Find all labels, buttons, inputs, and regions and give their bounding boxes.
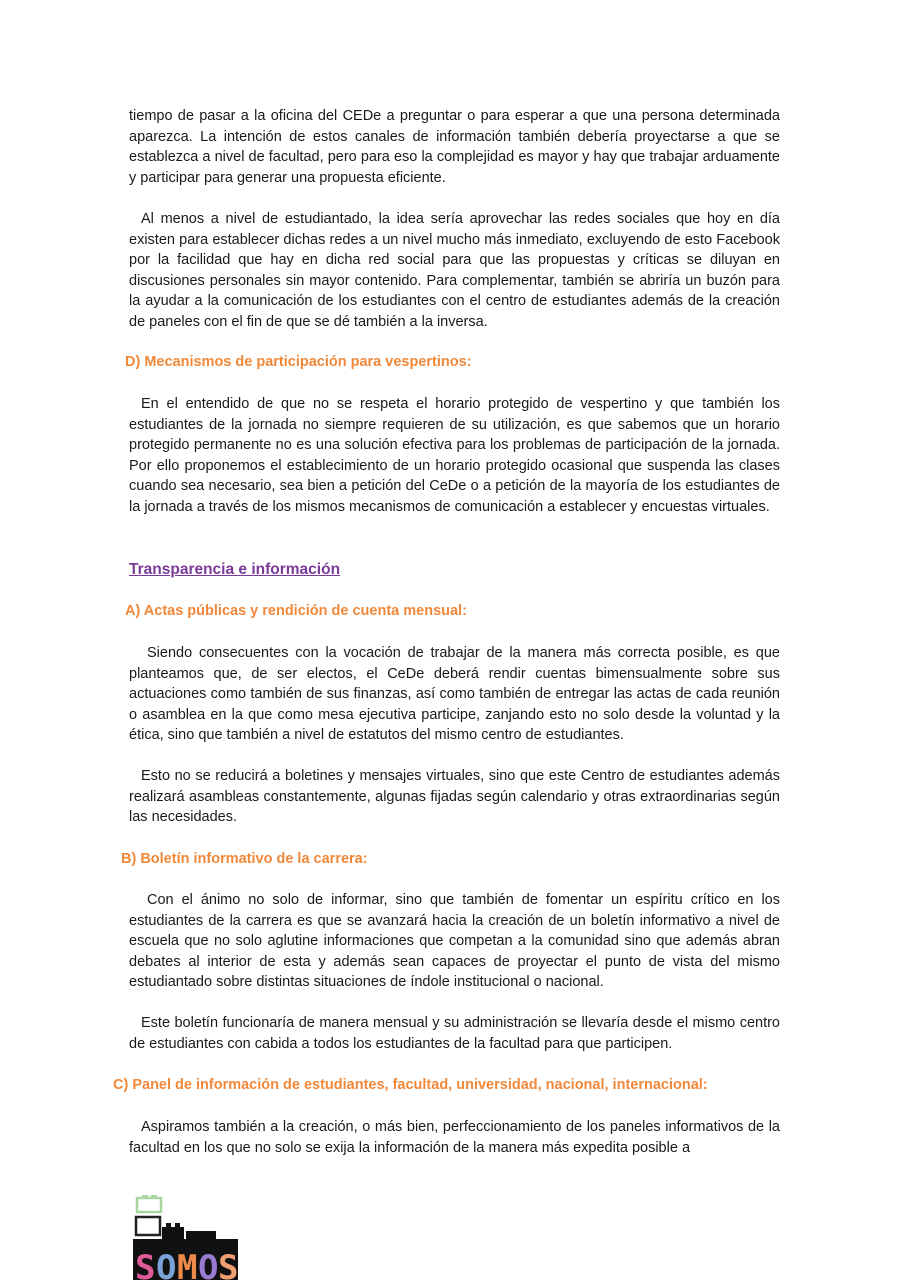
heading-actas-publicas: A) Actas públicas y rendición de cuenta mensual: [125,603,467,619]
paragraph-asambleas: Esto no se reducirá a boletines y mensajes virtuales, sino que este Centro de estudiantes además realizará asambleas constantemente, algunas fijadas según calendario y otras extraordinarias según las necesidades. [129,768,780,826]
svg-text:O: O [198,1248,219,1280]
section-title-transparencia: Transparencia e información [129,561,341,578]
svg-text:O: O [156,1248,177,1280]
paragraph-canales-informacion: tiempo de pasar a la oficina del CEDe a preguntar o para esperar a que una persona determinada aparezca. La intención de estos canales de información también debería proyectarse a que se establezca a nivel de facultad, pero para eso la complejidad es mayor y hay que trabajar arduamente y participar para generar una propuesta eficiente. [129,108,780,186]
svg-text:M: M [177,1248,198,1280]
heading-boletin: B) Boletín informativo de la carrera: [121,851,368,867]
svg-text:S: S [218,1248,239,1280]
paragraph-redes-sociales: Al menos a nivel de estudiantado, la idea sería aprovechar las redes sociales que hoy en día existen para establecer dichas redes a un nivel mucho más inmediato, excluyendo de esto Facebook por la facilidad que hay en dicha red social para que las propuestas y críticas se diluyan en discusiones personales sin mayor contenido. Para complementar, también se abriría un buzón para la ayudar a la comunicación de los estudiantes con el centro de estudiantes además de la creación de paneles con el fin de que se dé también a la inversa. [129,211,780,330]
paragraph-rendicion-cuentas: Siendo consecuentes con la vocación de trabajar de la manera más correcta posible, es que planteamos que, de ser electos, el CeDe deberá rendir cuentas bimensualmente sobre sus actuaciones como también de sus finanzas, así como también de entregar las actas de cada reunión o asamblea en la que como mesa ejecutiva participe, zanjando esto no solo desde la voluntad y la ética, sino que también a nivel de estatutos del mismo centro de estudiantes. [129,645,780,744]
paragraph-horario-protegido: En el entendido de que no se respeta el horario protegido de vespertino y que también los estudiantes de la jornada no siempre requieren de su utilización, es que sabemos que un horario protegido permanente no es una solución efectiva para los problemas de participación de la jornada. Por ello proponemos el establecimiento de un horario protegido ocasional que suspenda las clases cuando sea necesario, sea bien a petición del CeDe o a petición de la mayoría de los estudiantes de la jornada a través de los mismos mecanismos de comunicación a establecer y encuestas virtuales. [129,396,780,515]
heading-vespertinos: D) Mecanismos de participación para vespertinos: [125,354,472,370]
heading-panel-informacion: C) Panel de información de estudiantes, facultad, universidad, nacional, internacional: [113,1077,708,1093]
svg-text:S: S [135,1248,156,1280]
paragraph-boletin-mensual: Este boletín funcionaría de manera mensual y su administración se llevaría desde el mismo centro de estudiantes con cabida a todos los estudiantes de la facultad para que participen. [129,1015,780,1052]
paragraph-boletin-informativo: Con el ánimo no solo de informar, sino que también de fomentar un espíritu crítico en los estudiantes de la carrera es que se avanzará hacia la creación de un boletín informativo a nivel de escuela que no solo aglutine informaciones que competan a la comunidad sino que además abran debates al interior de esta y además sean capaces de proyectar el punto de vista del mismo estudiantado sobre distintas situaciones de índole institucional o nacional. [129,892,780,991]
paragraph-paneles-informativos: Aspiramos también a la creación, o más bien, perfeccionamiento de los paneles informativos de la facultad en los que no solo se exija la información de la manera más expedita posible a [129,1119,780,1156]
somos-logo [130,1195,240,1280]
